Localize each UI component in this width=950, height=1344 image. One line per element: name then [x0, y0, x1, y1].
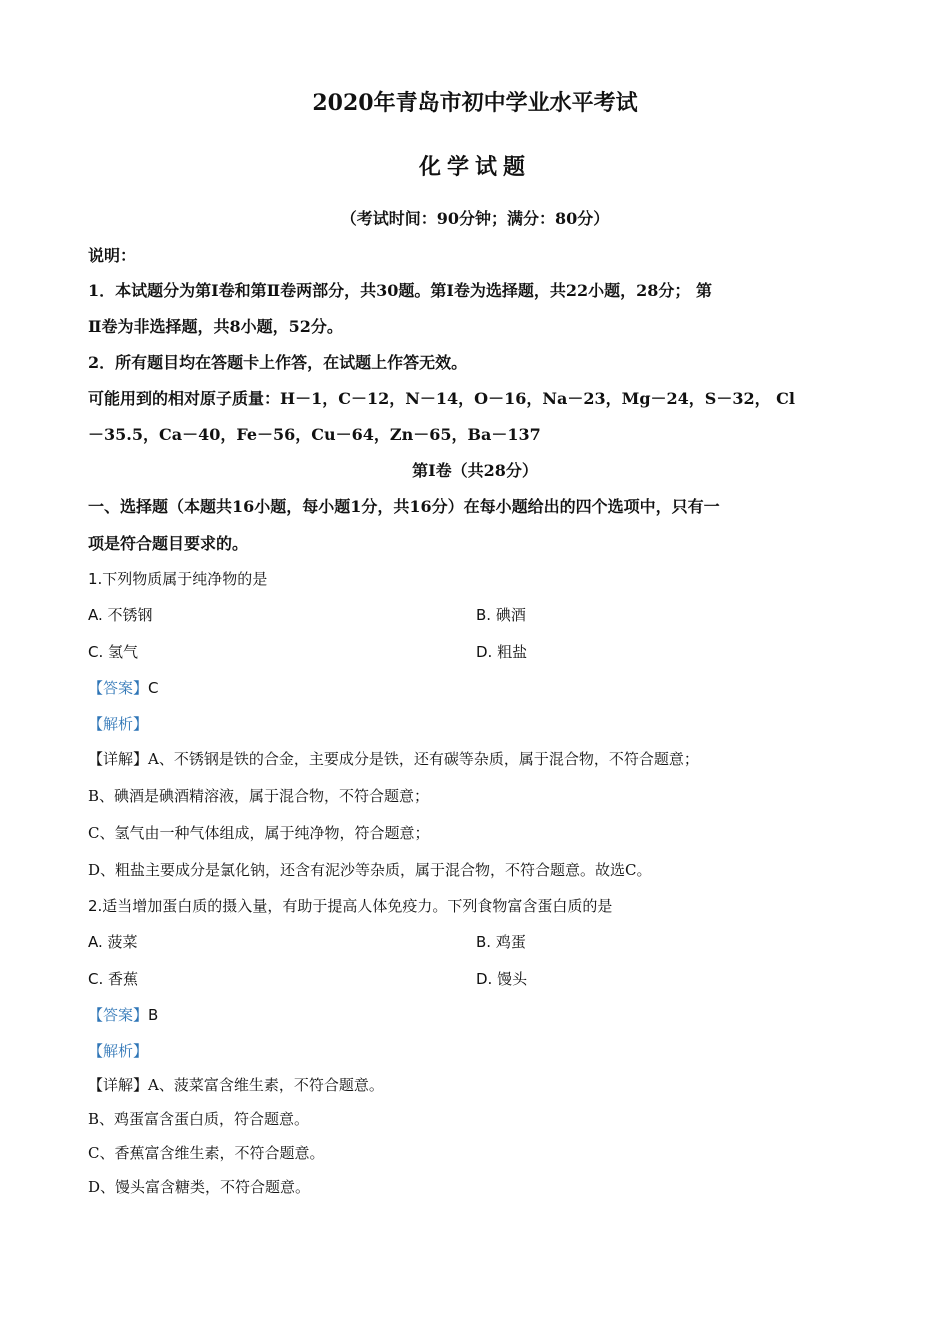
- question-1-option-a: A. 不锈钢: [88, 606, 153, 624]
- question-2-detail-d: D、馒头富含糖类，不符合题意。: [88, 1178, 311, 1196]
- instruction-item-1-cont: Ⅱ卷为非选择题，共8小题，52分。: [88, 317, 343, 336]
- question-2-option-b: B. 鸡蛋: [476, 933, 526, 951]
- instruction-item-1: 1．本试题分为第Ⅰ卷和第Ⅱ卷两部分，共30题。第Ⅰ卷为选择题，共22小题，28分； 第: [88, 281, 712, 300]
- detail-text: A、菠菜富含维生素，不符合题意。: [148, 1076, 384, 1094]
- question-1-detail-d: D、粗盐主要成分是氯化钠，还含有泥沙等杂质，属于混合物，不符合题意。故选C。: [88, 861, 652, 879]
- exam-title: 2020年青岛市初中学业水平考试: [312, 90, 638, 116]
- exam-info: （考试时间：90分钟；满分：80分）: [340, 209, 610, 228]
- instruction-item-2: 2．所有题目均在答题卡上作答，在试题上作答无效。: [88, 353, 468, 372]
- detail-text: A、不锈钢是铁的合金，主要成分是铁，还有碳等杂质，属于混合物，不符合题意；: [148, 750, 699, 768]
- instructions-heading: 说明：: [88, 246, 137, 265]
- answer-value: C: [148, 679, 159, 697]
- section-title: 第Ⅰ卷（共28分）: [412, 461, 538, 480]
- question-1-detail-b: B、碘酒是碘酒精溶液，属于混合物，不符合题意；: [88, 787, 430, 805]
- question-2-detail-b: B、鸡蛋富含蛋白质，符合题意。: [88, 1110, 310, 1128]
- question-1-stem: 1.下列物质属于纯净物的是: [88, 570, 268, 588]
- question-2-detail-a: [88, 1074, 384, 1096]
- question-1-answer: [88, 677, 159, 699]
- question-1-detail-c: C、氢气由一种气体组成，属于纯净物，符合题意；: [88, 824, 430, 842]
- part-heading-cont: 项是符合题目要求的。: [88, 534, 249, 553]
- atomic-masses: 可能用到的相对原子质量：H－1，C－12，N－14，O－16，Na－23，Mg－24，S－32， Cl: [88, 389, 795, 408]
- detail-tag: 【详解】: [88, 750, 149, 768]
- question-2-option-d: D. 馒头: [476, 970, 528, 988]
- subject-title: 化学试题: [418, 154, 531, 180]
- question-1-analysis-tag: 【解析】: [88, 715, 149, 733]
- part-heading: 一、选择题（本题共16小题，每小题1分，共16分）在每小题给出的四个选项中，只有一: [88, 497, 720, 516]
- question-2-option-a: A. 菠菜: [88, 933, 138, 951]
- question-1-option-c: C. 氢气: [88, 643, 139, 661]
- question-1-option-d: D. 粗盐: [476, 643, 528, 661]
- question-2-detail-c: C、香蕉富含维生素，不符合题意。: [88, 1144, 325, 1162]
- answer-tag: 【答案】: [88, 679, 149, 697]
- detail-tag: 【详解】: [88, 1076, 149, 1094]
- question-2-stem: 2.适当增加蛋白质的摄入量，有助于提高人体免疫力。下列食物富含蛋白质的是: [88, 897, 613, 915]
- answer-tag: 【答案】: [88, 1006, 149, 1024]
- atomic-masses-cont: －35.5，Ca－40，Fe－56，Cu－64，Zn－65，Ba－137: [88, 425, 541, 444]
- question-1-option-b: B. 碘酒: [476, 606, 526, 624]
- question-2-option-c: C. 香蕉: [88, 970, 139, 988]
- question-1-detail-a: [88, 748, 699, 770]
- answer-value: B: [148, 1006, 159, 1024]
- question-2-answer: [88, 1004, 158, 1026]
- question-2-analysis-tag: 【解析】: [88, 1042, 149, 1060]
